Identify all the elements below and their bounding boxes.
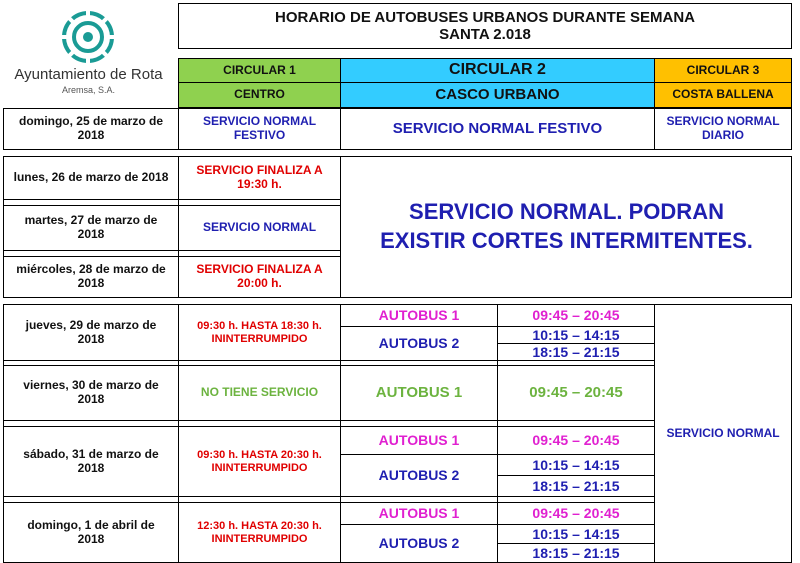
header-zone-costa-ballena: COSTA BALLENA: [654, 82, 792, 108]
header-zone-casco-urbano: CASCO URBANO: [340, 82, 655, 108]
thu29-bus-1-time: 09:45 – 20:45: [532, 307, 620, 324]
date-wed-28: miércoles, 28 de marzo de 2018: [16, 262, 166, 290]
thu29-bus-2-time-a: 10:15 – 14:15: [532, 327, 620, 343]
sat31-bus-2-time-b: 18:15 – 21:15: [532, 477, 620, 494]
sun01-bus-2-time-a: 10:15 – 14:15: [532, 525, 620, 542]
thu29-bus-2: AUTOBUS 2: [378, 335, 460, 352]
header-circular-1: CIRCULAR 1: [178, 58, 341, 83]
logo-subtitle: Aremsa, S.A.: [61, 85, 115, 95]
date-thu-29: jueves, 29 de marzo de 2018: [25, 317, 157, 346]
date-sun-01: domingo, 1 de abril de 2018: [27, 517, 155, 546]
tue27-circular-1: SERVICIO NORMAL: [202, 220, 317, 235]
mon-wed-circular-2-3: SERVICIO NORMAL. PODRAN EXISTIR CORTES INTERMITENTES.: [380, 199, 753, 253]
sun01-bus-2: AUTOBUS 2: [378, 535, 460, 552]
wed28-circular-1: SERVICIO FINALIZA A 20:00 h.: [196, 262, 323, 290]
sun01-bus-1: AUTOBUS 1: [378, 505, 460, 522]
sun01-circular-1: 12:30 h. HASTA 20:30 h. ININTERRUMPIDO: [197, 519, 322, 545]
sat31-bus-2: AUTOBUS 2: [378, 467, 460, 484]
thu29-circular-1: 09:30 h. HASTA 18:30 h. ININTERRUMPIDO: [197, 319, 322, 345]
header-circular-3: CIRCULAR 3: [654, 58, 792, 83]
date-sun-25: domingo, 25 de marzo de 2018: [3, 108, 179, 150]
page-title: [178, 3, 792, 49]
fri30-bus-1: AUTOBUS 1: [375, 384, 463, 402]
fri30-bus-1-time: 09:45 – 20:45: [529, 384, 623, 402]
sun25-circular-2: SERVICIO NORMAL FESTIVO: [340, 108, 655, 150]
sat31-bus-1-time: 09:45 – 20:45: [532, 432, 620, 449]
sat31-bus-2-time-a: 10:15 – 14:15: [532, 456, 620, 473]
sat31-circular-1: 09:30 h. HASTA 20:30 h. ININTERRUMPIDO: [197, 448, 322, 474]
thu29-bus-1: AUTOBUS 1: [378, 307, 460, 324]
sun01-bus-2-time-b: 18:15 – 21:15: [532, 544, 620, 561]
date-sat-31: sábado, 31 de marzo de 2018: [23, 446, 159, 475]
sun25-circular-1: SERVICIO NORMAL FESTIVO: [178, 108, 341, 150]
rota-logo-icon: [53, 6, 123, 68]
date-mon-26: lunes, 26 de marzo de 2018: [13, 170, 169, 185]
mon26-circular-1: SERVICIO FINALIZA A 19:30 h.: [196, 163, 323, 191]
sun01-bus-1-time: 09:45 – 20:45: [532, 505, 620, 522]
fri30-circular-1: NO TIENE SERVICIO: [200, 385, 319, 400]
sat31-bus-1: AUTOBUS 1: [378, 432, 460, 449]
date-fri-30: viernes, 30 de marzo de 2018: [23, 378, 159, 406]
logo: [0, 0, 175, 100]
thu-sun-circular-3: SERVICIO NORMAL: [666, 425, 780, 440]
header-circular-2: CIRCULAR 2: [340, 58, 655, 83]
date-tue-27: martes, 27 de marzo de 2018: [24, 213, 158, 241]
title-line-2: SANTA 2.018: [439, 26, 531, 43]
thu29-bus-2-time-b: 18:15 – 21:15: [532, 344, 620, 360]
header-zone-centro: CENTRO: [178, 82, 341, 108]
logo-name: Ayuntamiento de Rota: [14, 66, 163, 83]
title-line-1: HORARIO DE AUTOBUSES URBANOS DURANTE SEMANA: [274, 8, 696, 26]
sun25-circular-3: SERVICIO NORMAL DIARIO: [654, 108, 792, 150]
